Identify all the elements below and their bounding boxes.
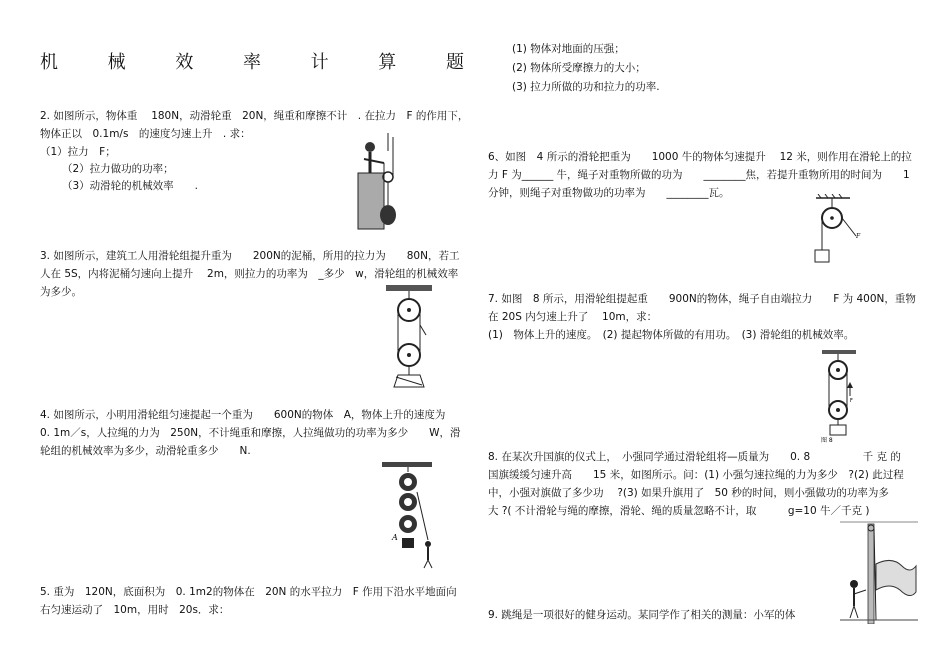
title-char: 率: [242, 52, 262, 73]
title-char: 械: [107, 52, 127, 73]
page-title: [40, 48, 465, 74]
q2-line-1: 2. 如图所示，物体重 180N，动滑轮重 20N，绳重和摩擦不计 . 在拉力 F 的作用下，: [40, 110, 469, 122]
q4-pulley-figure: [382, 462, 434, 570]
q6-line-1: 6、如图 4 所示的滑轮把重为 1000 牛的物体匀速提升 12 米，则作用在滑轮上的拉: [488, 151, 912, 163]
title-char: 机: [40, 52, 59, 73]
q5-line-1: 5. 重为 120N，底面积为 0. 1m2的物体在 20N 的水平拉力 F 作用下沿水平地面向: [40, 586, 457, 598]
fig8-caption: 图 8: [821, 437, 833, 444]
q8-flagpole-figure: [840, 520, 918, 624]
q5-line-2: 右匀速运动了 10m，用时 20s．求：: [40, 604, 230, 616]
q4-line-3: 轮组的机械效率为多少，动滑轮重多少 N.: [40, 445, 251, 457]
q3-line-3: 为多少。: [40, 286, 82, 298]
title-char: 题: [445, 52, 465, 73]
q2-line-5: （3）动滑轮的机械效率 .: [62, 180, 199, 192]
fig4-label-f: F: [856, 233, 861, 240]
title-char: 效: [175, 52, 195, 73]
q8-line-4: 大 ?( 不计滑轮与绳的摩擦，滑轮、绳的质量忽略不计，取 g=10 牛／千克 ): [488, 505, 870, 517]
q6-line-2: 力 F 为______ 牛，绳子对重物所做的功为 ________焦，若提升重物所用的时间为 1: [488, 169, 910, 181]
fig-label-a: A: [392, 533, 398, 542]
q3-line-1: 3. 如图所示，建筑工人用滑轮组提升重为 200N的泥桶，所用的拉力为 80N，若工: [40, 250, 460, 262]
q9-line-1: 9. 跳绳是一项很好的健身运动。某同学作了相关的测量：小军的体: [488, 609, 796, 621]
q7-line-1: 7. 如图 8 所示，用滑轮组提起重 900N的物体，绳子自由端拉力 F 为 400N，重物: [488, 293, 916, 305]
q4-line-2: 0. 1m／s，人拉绳的力为 250N，不计绳重和摩擦，人拉绳做功的功率为多少 W，滑: [40, 427, 461, 439]
q6-pulley-figure: [812, 194, 868, 264]
q8-line-2: 国旗缓缓匀速升高 15 米，如图所示。问：(1) 小强匀速拉绳的力为多少 ?(2) 此过程: [488, 469, 904, 481]
q5-item-2: (2) 物体所受摩擦力的大小；: [512, 62, 646, 74]
q8-line-1: 8. 在某次升国旗的仪式上， 小强同学通过滑轮组将—质量为 0. 8 千 克 的: [488, 451, 901, 463]
q6-line-3: 分钟，则绳子对重物做功的功率为 ________瓦。: [488, 187, 730, 199]
q5-item-1: (1) 物体对地面的压强；: [512, 43, 625, 55]
q7-line-3: (1) 物体上升的速度。 (2) 提起物体所做的有用功。 (3) 滑轮组的机械效率。: [488, 329, 855, 341]
q2-line-4: （2）拉力做功的功率；: [62, 163, 174, 175]
fig8-label-f: F: [850, 398, 853, 404]
q2-pulley-figure: [356, 133, 408, 231]
q8-line-3: 中，小强对旗做了多少功 ?(3) 如果升旗用了 50 秒的时间，则小强做功的功率为多: [488, 487, 889, 499]
q3-line-2: 人在 5S，内将泥桶匀速向上提升 2m，则拉力的功率为 _多少 w，滑轮组的机械效率: [40, 268, 459, 280]
q2-line-3: （1）拉力 F；: [40, 146, 116, 158]
q2-line-2: 物体正以 0.1m/s 的速度匀速上升 . 求：: [40, 128, 251, 140]
title-char: 计: [310, 52, 330, 73]
title-char: 算: [378, 52, 398, 73]
q3-pulley-figure: [384, 285, 434, 397]
q4-line-1: 4. 如图所示，小明用滑轮组匀速提起一个重为 600N的物体 A，物体上升的速度为: [40, 409, 446, 421]
q5-item-3: (3) 拉力所做的功和拉力的功率.: [512, 81, 660, 93]
q7-line-2: 在 20S 内匀速上升了 10m，求：: [488, 311, 658, 323]
q7-pulley-figure: [820, 350, 860, 444]
